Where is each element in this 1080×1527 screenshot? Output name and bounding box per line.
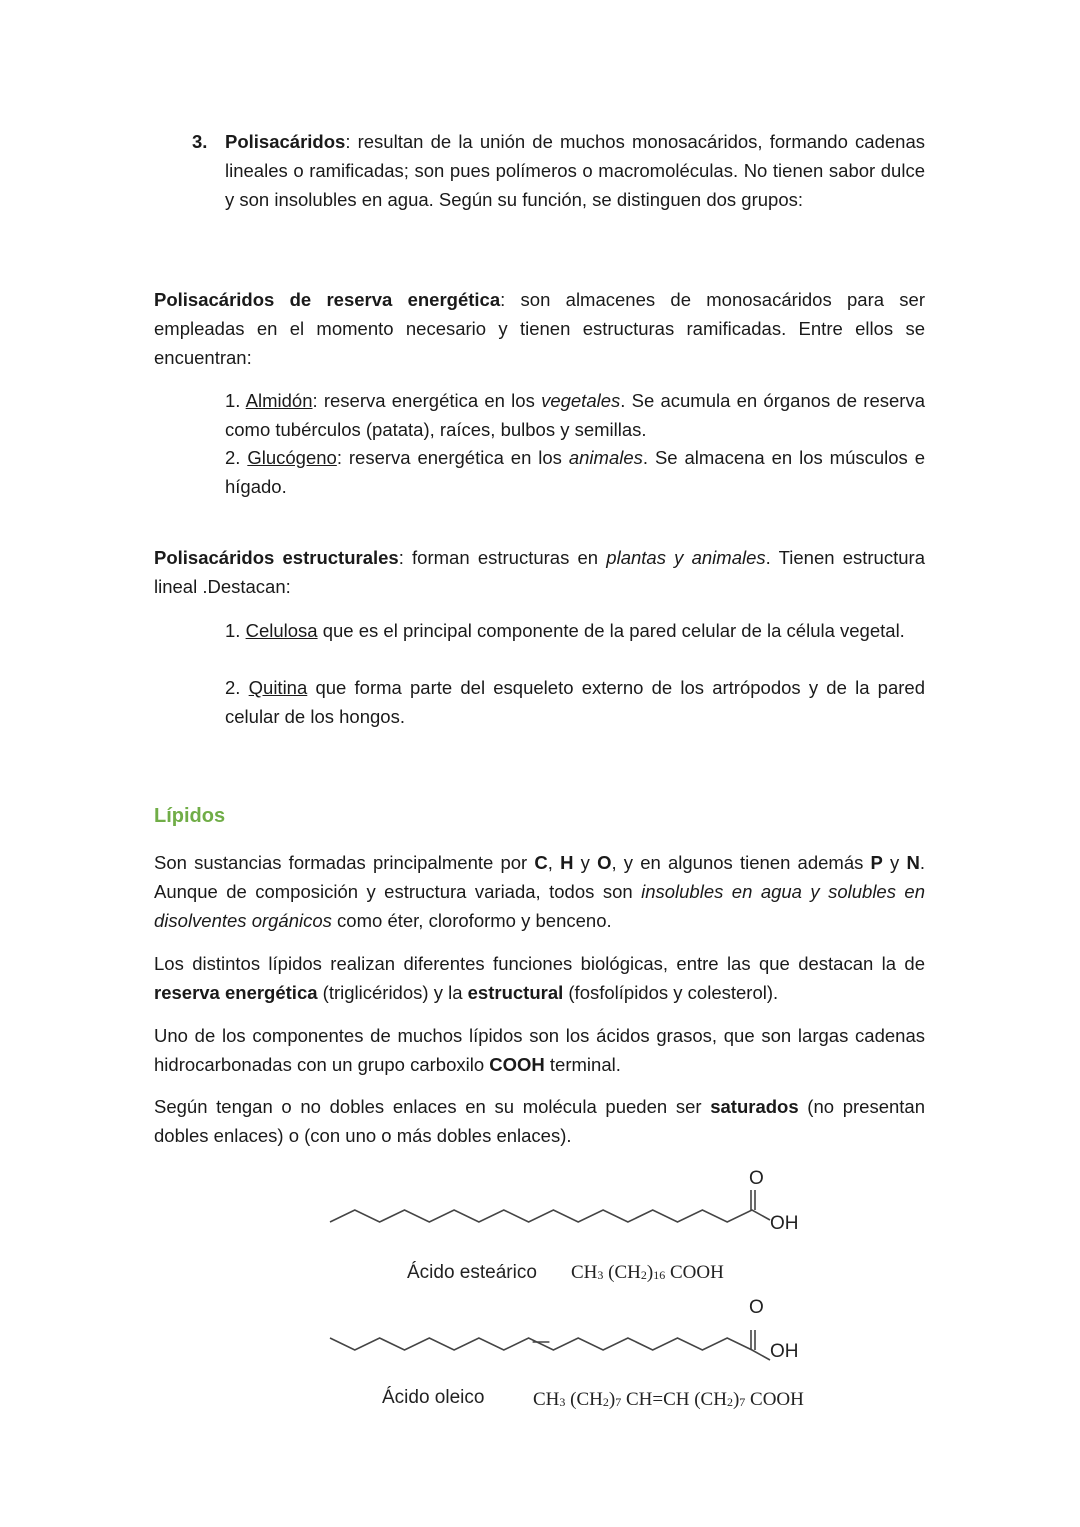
text-run: (triglicéridos) y la (317, 981, 468, 1003)
text-run: COOH (745, 1389, 804, 1410)
text-run: Quitina (248, 677, 308, 698)
text-run: vegetales (541, 390, 621, 411)
text-run: Uno de los componentes de muchos lípidos son los ácidos grasos, que son largas cadenas hidrocarbonadas con un grupo carboxilo (154, 1025, 925, 1075)
text-run: Polisacáridos (225, 131, 346, 152)
text-run: : reserva energética en los (336, 447, 569, 468)
text-run: Los distintos lípidos realizan diferentes funciones biológicas, entre las que destacan la de (154, 953, 925, 974)
section-heading-lipidos: Lípidos (154, 805, 226, 827)
text-run: como éter, cloroformo y benceno. (331, 909, 612, 931)
text-run: reserva energética (154, 981, 318, 1003)
text-run: ) (646, 1262, 654, 1283)
oleic-acid-chain (330, 1338, 770, 1360)
text-run: O (597, 852, 612, 873)
text-run: : forman estructuras en (398, 547, 607, 568)
text-run: 2 (640, 1268, 647, 1282)
text-run: 1. (225, 620, 246, 641)
text-run: CH=CH (CH (621, 1389, 727, 1410)
text-run: ) (732, 1389, 740, 1410)
text-run: : resultan de la unión de muchos monosacáridos, formando cadenas lineales o ramificadas; son pues polímeros o macromoléculas. No tienen sabor dulce y son insolubles en agua. Según su función, se distinguen dos grupos: (225, 131, 925, 210)
text-run: que forma parte del esqueleto externo de los artrópodos y de la pared celular de los hongos. (225, 677, 926, 727)
text-run: , y en algunos tienen además (611, 852, 871, 873)
text-run: que es el principal componente de la pared celular de la célula vegetal. (317, 620, 905, 641)
text-run: 2. (225, 677, 249, 698)
text-run: C (534, 852, 548, 873)
text-run: 2. (225, 447, 248, 468)
text-run: COOH (489, 1053, 545, 1075)
hydroxyl-label: OH (770, 1213, 799, 1234)
text-run: H (560, 852, 574, 873)
text-run: 3 (597, 1268, 604, 1282)
text-run: Polisacáridos estructurales (154, 547, 399, 568)
text-run: Glucógeno (247, 447, 337, 468)
text-run: . Se almacena en los músculos e hígado. (225, 447, 925, 497)
text-run: . Se acumula en órganos de reserva como tubérculos (patata), raíces, bulbos y semillas. (225, 390, 925, 440)
text-run: insolubles en agua y solubles en disolventes orgánicos (154, 880, 925, 931)
text-run: y (573, 852, 598, 873)
text-run: 3 (559, 1395, 566, 1409)
text-run: estructural (467, 981, 564, 1003)
text-run: (fosfolípidos y colesterol). (563, 981, 779, 1003)
text-run: saturados (710, 1096, 799, 1117)
text-run: 7 (739, 1395, 746, 1409)
text-run: Según tengan o no dobles enlaces en su molécula pueden ser (154, 1096, 711, 1117)
text-run: 2 (726, 1395, 733, 1409)
text-run: : reserva energética en los (312, 390, 542, 411)
stearic-acid-name: Ácido esteárico (407, 1262, 537, 1283)
stearic-acid-chain (330, 1210, 770, 1222)
text-run: . Tienen estructura lineal .Destacan: (154, 547, 925, 597)
text-run: Almidón (245, 390, 313, 411)
text-run: terminal. (544, 1053, 621, 1075)
text-run: Son sustancias formadas principalmente por (154, 852, 535, 873)
text-run: CH (533, 1389, 560, 1410)
text-run: animales (568, 447, 643, 468)
text-run: plantas y animales (606, 547, 766, 568)
text-run: ) (608, 1389, 616, 1410)
text-run: (CH (603, 1262, 641, 1283)
text-run: 7 (615, 1395, 622, 1409)
text-run: Polisacáridos de reserva energética (154, 289, 501, 310)
text-run: : son almacenes de monosacáridos para ser empleadas en el momento necesario y tienen estructuras ramificadas. Entre ellos se encuentran: (154, 289, 925, 368)
text-run: , (547, 852, 561, 873)
text-run: . Aunque de composición y estructura variada, todos son (154, 852, 925, 902)
oleic-acid-name: Ácido oleico (382, 1387, 485, 1408)
oleic-acid-formula (533, 1389, 804, 1411)
text-run: Celulosa (245, 620, 318, 641)
oxygen-atom-label: O (749, 1168, 764, 1189)
text-run: 1. (225, 390, 246, 411)
text-run: 2 (602, 1395, 609, 1409)
text-run: COOH (665, 1262, 724, 1283)
list-number: 3. (192, 131, 208, 152)
text-run: (no presentan dobles enlaces) o (con uno o más dobles enlaces). (154, 1096, 925, 1146)
hydroxyl-label: OH (770, 1341, 799, 1362)
text-run: y (882, 852, 907, 873)
text-run: 16 (653, 1268, 666, 1282)
text-run: N (906, 852, 920, 873)
text-run: P (870, 852, 883, 873)
text-run: CH (571, 1262, 598, 1283)
stearic-acid-formula (571, 1262, 724, 1284)
oxygen-atom-label: O (749, 1297, 764, 1318)
text-run: (CH (565, 1389, 603, 1410)
